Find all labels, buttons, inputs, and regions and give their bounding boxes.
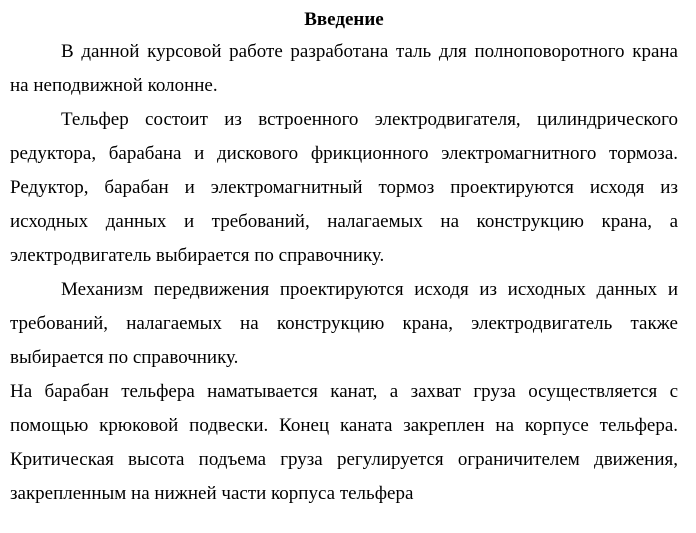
paragraph-hoist-composition: Тельфер состоит из встроенного электродвигателя, цилиндрического редуктора, барабана и дискового фрикционного электромагнитного тормоза. Редуктор, барабан и электромагнитный тормоз проектируются исходя из исходных данных и требований, налагаемых на конструкцию крана, а электродвигатель выбирается по справочнику. bbox=[10, 109, 678, 266]
paragraph-intro: В данной курсовой работе разработана таль для полноповоротного крана на неподвижной колонне. bbox=[10, 41, 678, 96]
paragraph-rope-and-hook: На барабан тельфера наматывается канат, а захват груза осуществляется с помощью крюковой подвески. Конец каната закреплен на корпусе тельфера. Критическая высота подъема груза регулируется ограничителем движения, закрепленным на нижней части корпуса тельфера bbox=[10, 381, 678, 504]
paragraph-travel-mechanism: Механизм передвижения проектируются исходя из исходных данных и требований, налагаемых на конструкцию крана, электродвигатель также выбирается по справочнику. bbox=[10, 279, 678, 368]
section-title: Введение bbox=[304, 9, 384, 30]
